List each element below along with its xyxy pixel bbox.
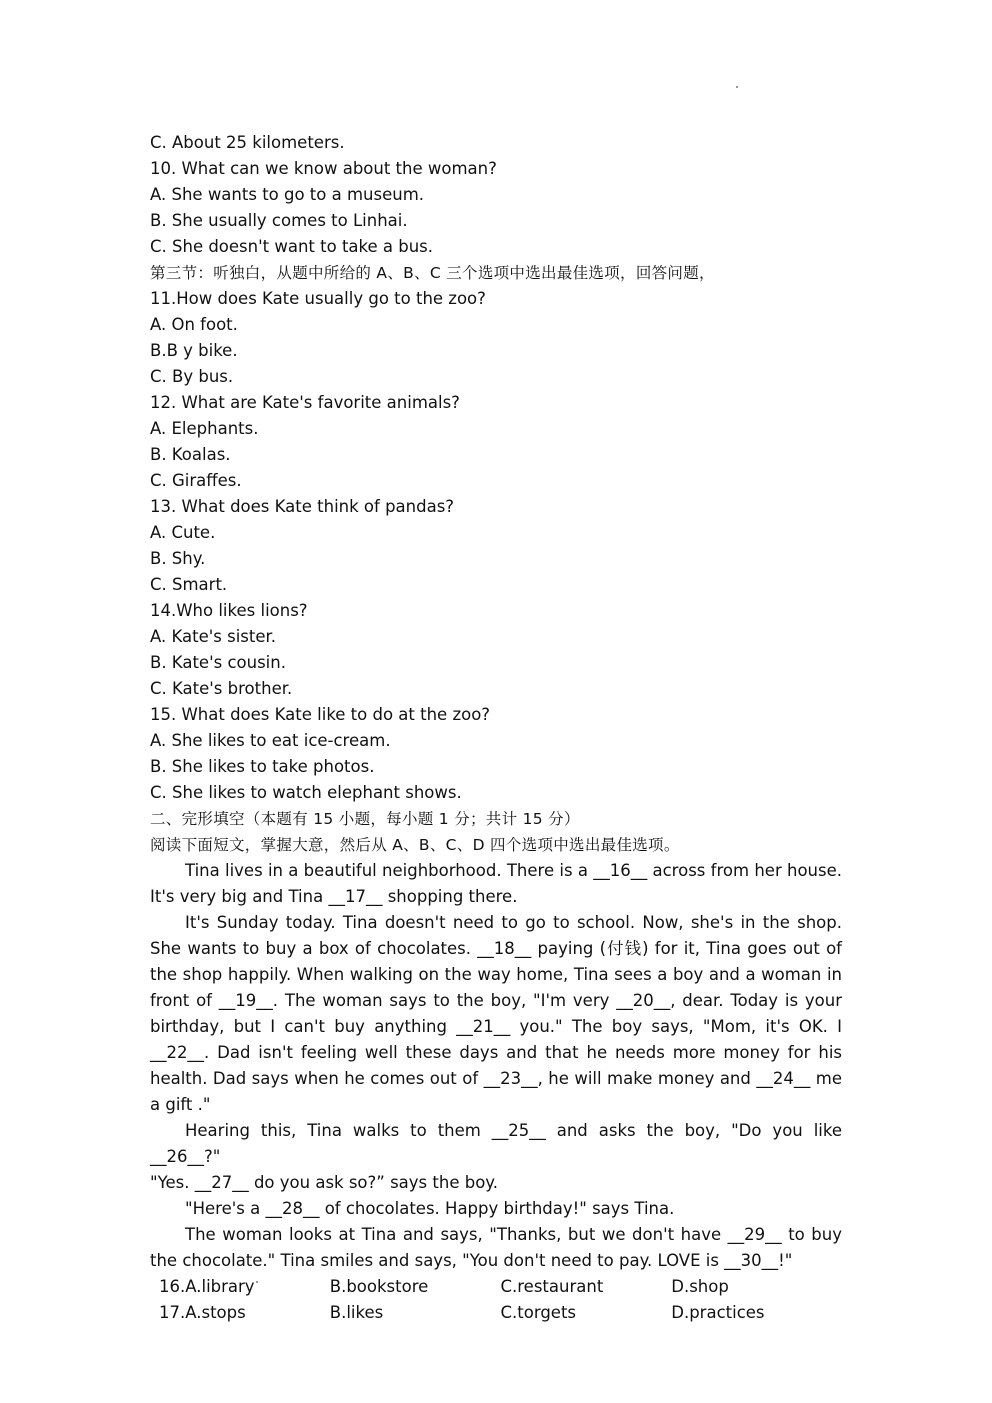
question-line: C. Giraffes.	[150, 471, 242, 490]
option: D.shop	[671, 1277, 729, 1296]
question-line: A. Kate's sister.	[150, 627, 277, 646]
question-line: 15. What does Kate like to do at the zoo?	[150, 705, 491, 724]
passage-paragraph: It's Sunday today. Tina doesn't need to go to school. Now, she's in the shop. She wants to buy a box of chocolates. __18__ paying (付钱) for it, Tina goes out of the shop happily. When walking on the way home, Tina sees a boy and a woman in front of __19__. The woman says to the boy, "I'm very __20__, dear. Today is your birthday, but I can't buy anything __21__ you." The boy says, "Mom, it's OK. I __22__. Dad isn't feeling well these days and that he needs more money for his health. Dad says when he comes out of __23__, he will make money and __24__ me a gift ."	[150, 913, 842, 1114]
option: 16.A.library	[159, 1277, 255, 1296]
passage-paragraph: "Yes. __27__ do you ask so?” says the boy.	[150, 1173, 498, 1192]
question-line: B.B y bike.	[150, 341, 238, 360]
cloze-passage	[150, 858, 842, 1274]
scan-speck-top	[736, 86, 738, 88]
question-line: B. She usually comes to Linhai.	[150, 211, 408, 230]
listening-section-2-tail	[150, 130, 842, 260]
question-line: B. Shy.	[150, 549, 206, 568]
question-line: C. She doesn't want to take a bus.	[150, 237, 434, 256]
question-line: C. About 25 kilometers.	[150, 133, 345, 152]
exam-page	[150, 130, 842, 1326]
option: B.likes	[329, 1303, 384, 1322]
question-line: B. She likes to take photos.	[150, 757, 375, 776]
passage-paragraph: The woman looks at Tina and says, "Thanks, but we don't have __29__ to buy the chocolate." Tina smiles and says, "You don't need to pay. LOVE is __30__!"	[150, 1225, 842, 1270]
question-line: C. Kate's brother.	[150, 679, 293, 698]
option-row	[150, 1300, 842, 1326]
option: C.torgets	[500, 1303, 577, 1322]
answer-options	[150, 1274, 842, 1326]
question-line: B. Koalas.	[150, 445, 231, 464]
question-line: A. Cute.	[150, 523, 216, 542]
part2-heading: 二、完形填空（本题有 15 小题，每小题 1 分；共计 15 分）	[150, 810, 580, 828]
passage-paragraph: Hearing this, Tina walks to them __25__ and asks the boy, "Do you like __26__?"	[150, 1121, 842, 1166]
question-line: B. Kate's cousin.	[150, 653, 286, 672]
listening-section-3	[150, 286, 842, 806]
question-line: C. She likes to watch elephant shows.	[150, 783, 462, 802]
question-line: C. Smart.	[150, 575, 228, 594]
option: D.practices	[671, 1303, 765, 1322]
question-line: C. By bus.	[150, 367, 234, 386]
question-line: A. Elephants.	[150, 419, 259, 438]
option: 17.A.stops	[159, 1303, 246, 1322]
question-line: A. On foot.	[150, 315, 238, 334]
question-line: 11.How does Kate usually go to the zoo?	[150, 289, 486, 308]
question-line: 10. What can we know about the woman?	[150, 159, 497, 178]
option: C.restaurant	[500, 1277, 604, 1296]
section3-heading: 第三节：听独白，从题中所给的 A、B、C 三个选项中选出最佳选项，回答问题，	[150, 264, 715, 282]
question-line: A. She likes to eat ice-cream.	[150, 731, 391, 750]
question-line: 14.Who likes lions?	[150, 601, 308, 620]
question-line: 12. What are Kate's favorite animals?	[150, 393, 460, 412]
option: B.bookstore	[329, 1277, 429, 1296]
passage-paragraph: Tina lives in a beautiful neighborhood. There is a __16__ across from her house. It's very big and Tina __17__ shopping there.	[150, 861, 842, 906]
question-line: 13. What does Kate think of pandas?	[150, 497, 455, 516]
part2-instruction: 阅读下面短文，掌握大意，然后从 A、B、C、D 四个选项中选出最佳选项。	[150, 836, 680, 854]
passage-paragraph: "Here's a __28__ of chocolates. Happy birthday!" says Tina.	[185, 1199, 675, 1218]
option-row	[150, 1274, 842, 1300]
question-line: A. She wants to go to a museum.	[150, 185, 425, 204]
